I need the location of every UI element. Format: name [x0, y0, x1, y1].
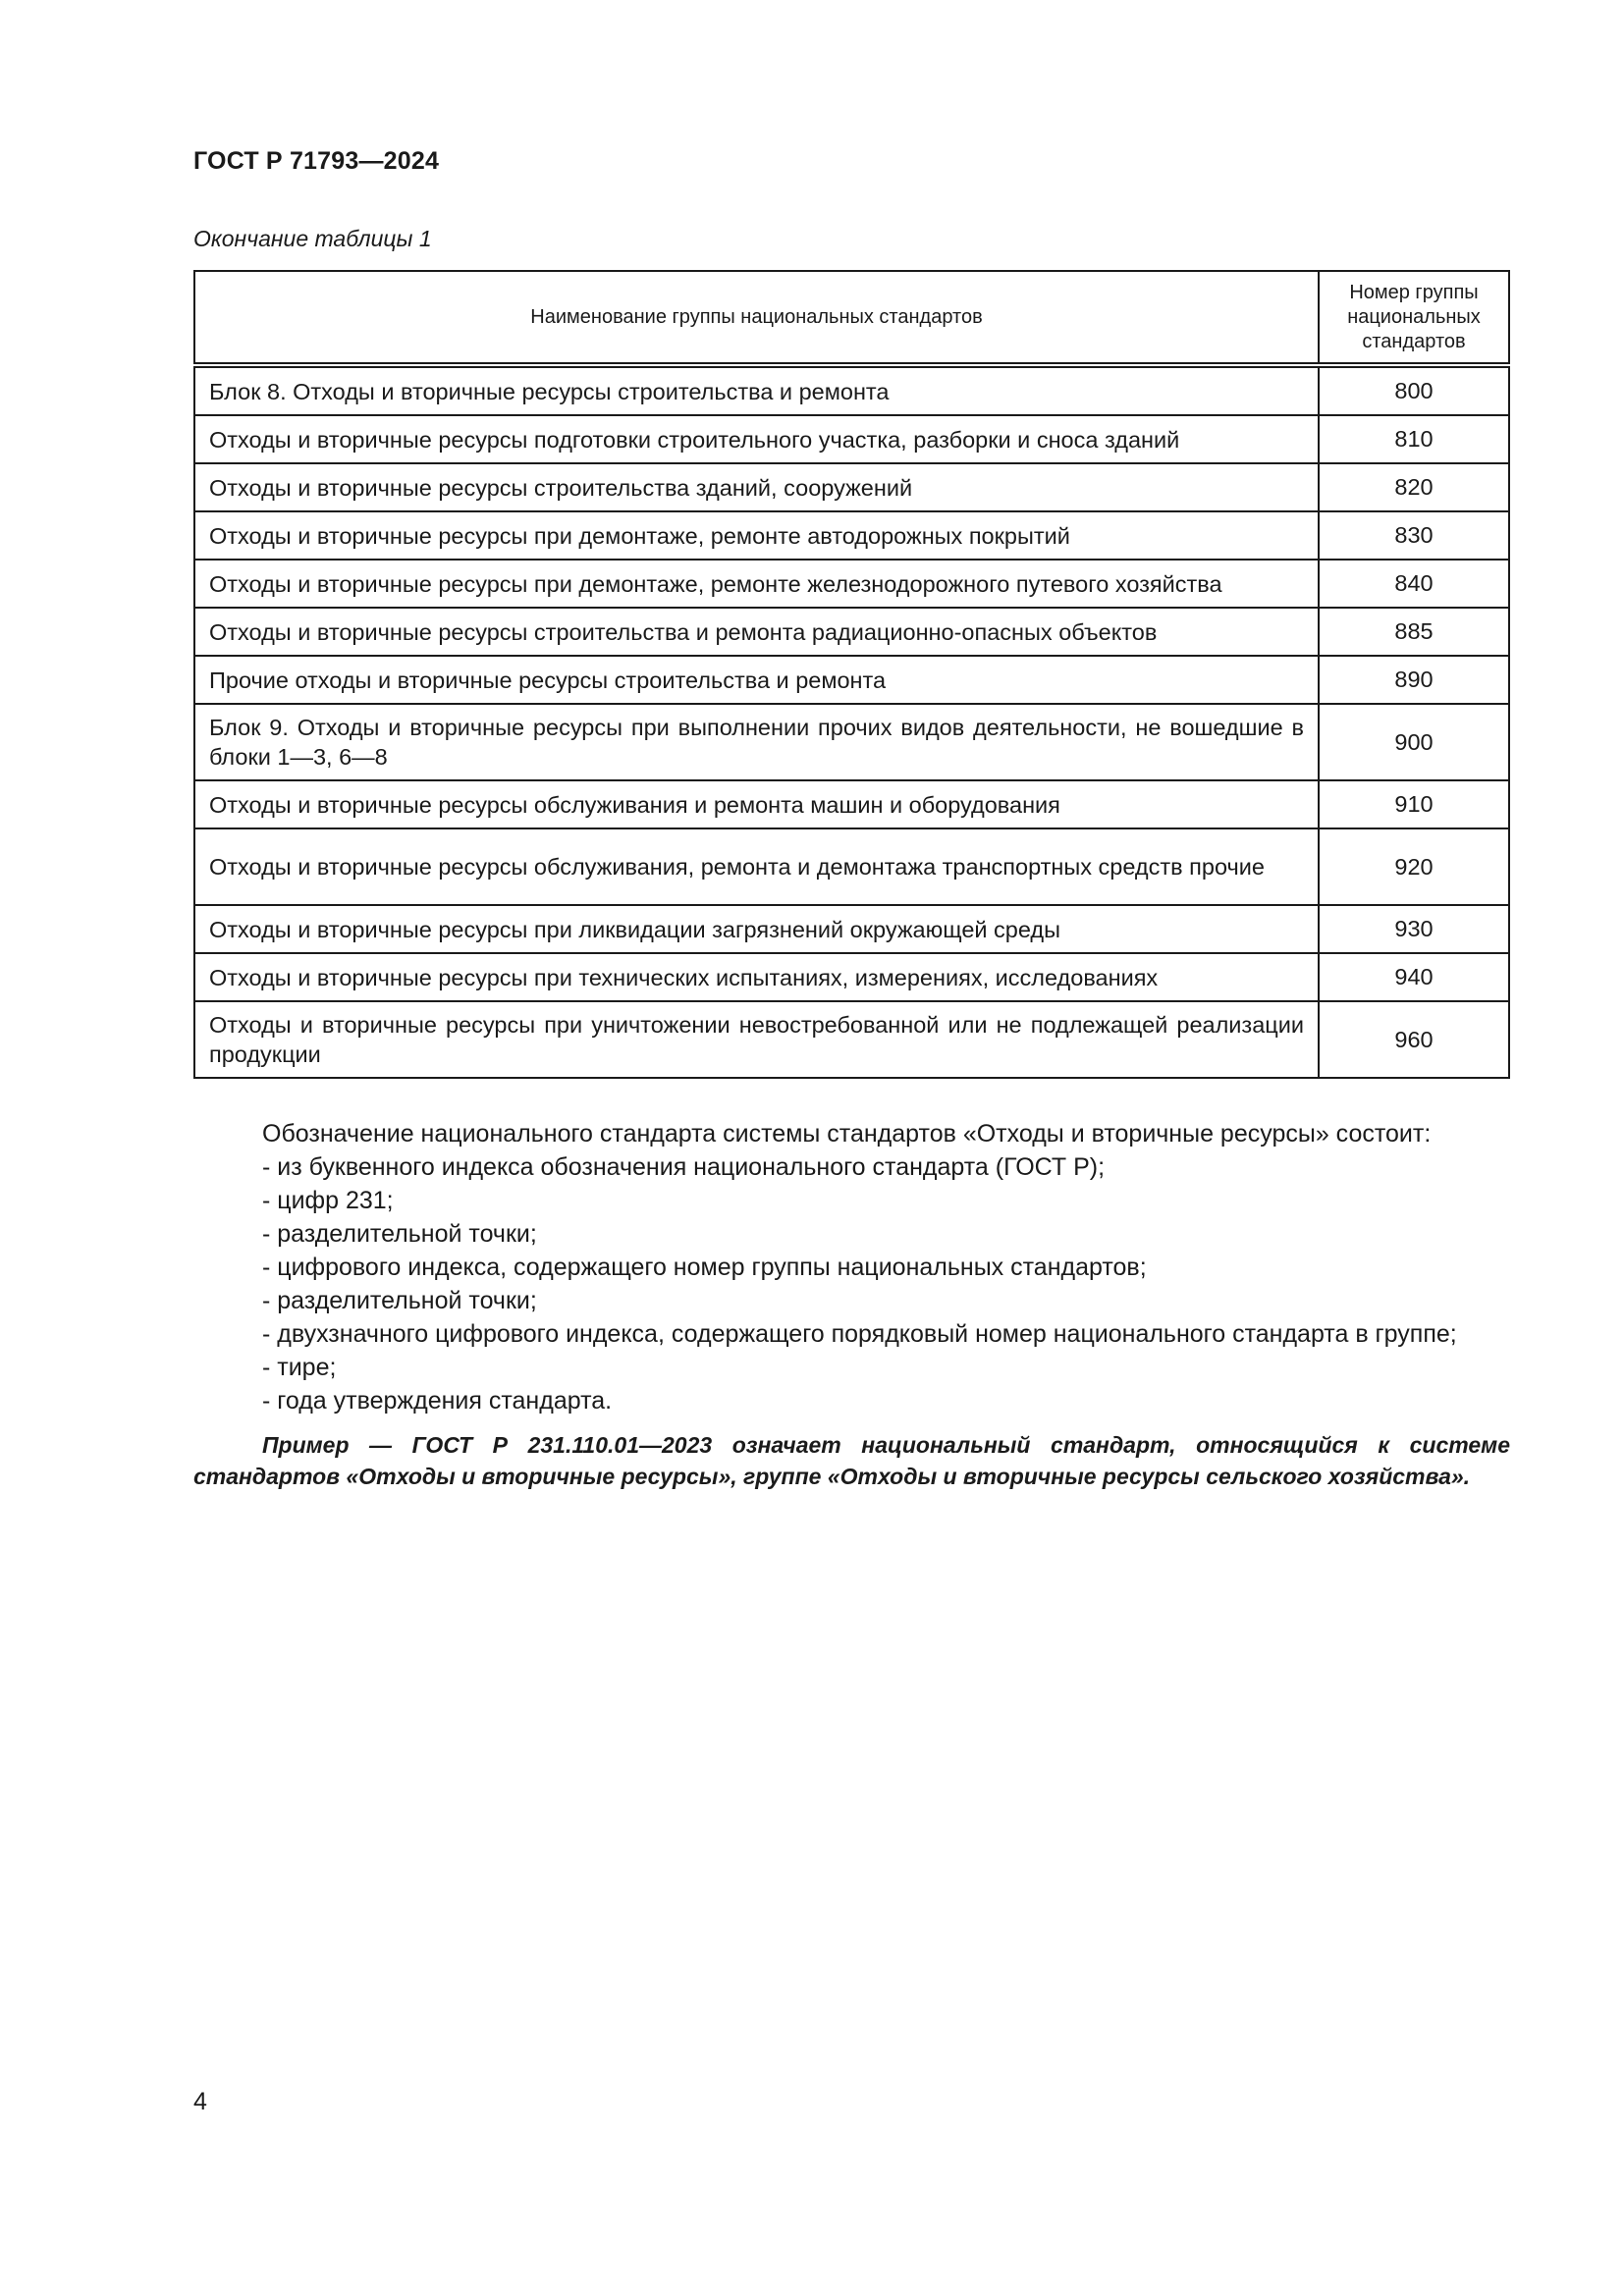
column-header-group-number: Номер группы национальных стандартов: [1319, 271, 1509, 365]
group-number-cell: 960: [1319, 1001, 1509, 1078]
body-text: [193, 1117, 1510, 1492]
table-caption: Окончание таблицы 1: [193, 226, 432, 251]
table-row: [194, 560, 1509, 608]
standards-groups-table: [193, 270, 1510, 1079]
group-number-cell: 885: [1319, 608, 1509, 656]
group-number-cell: 930: [1319, 905, 1509, 953]
group-name-cell: Отходы и вторичные ресурсы обслуживания, ремонта и демонтажа транспортных средств прочие: [194, 828, 1319, 905]
group-name-cell: Блок 8. Отходы и вторичные ресурсы строительства и ремонта: [194, 365, 1319, 415]
group-name-cell: Отходы и вторичные ресурсы подготовки строительного участка, разборки и сноса зданий: [194, 415, 1319, 463]
table-row: [194, 511, 1509, 560]
list-item: - года утверждения стандарта.: [262, 1387, 613, 1415]
page-number: 4: [193, 2088, 207, 2115]
table-row: [194, 905, 1509, 953]
table-row: [194, 828, 1509, 905]
list-item: - разделительной точки;: [262, 1287, 537, 1314]
designation-intro: Обозначение национального стандарта системы стандартов «Отходы и вторичные ресурсы» состоит:: [262, 1120, 1432, 1148]
group-number-cell: 920: [1319, 828, 1509, 905]
group-number-cell: 820: [1319, 463, 1509, 511]
table-row: [194, 656, 1509, 704]
group-number-cell: 830: [1319, 511, 1509, 560]
table-row: [194, 704, 1509, 780]
group-number-cell: 910: [1319, 780, 1509, 828]
group-name-cell: Отходы и вторичные ресурсы строительства и ремонта радиационно-опасных объектов: [194, 608, 1319, 656]
list-item: - двухзначного цифрового индекса, содержащего порядковый номер национального стандарта в группе;: [262, 1320, 1457, 1348]
table-row: [194, 1001, 1509, 1078]
document-code: ГОСТ Р 71793—2024: [193, 147, 440, 175]
table-row: [194, 780, 1509, 828]
list-item: - тире;: [262, 1354, 337, 1381]
table-row: [194, 953, 1509, 1001]
group-name-cell: Отходы и вторичные ресурсы строительства зданий, сооружений: [194, 463, 1319, 511]
group-name-cell: Отходы и вторичные ресурсы при демонтаже, ремонте железнодорожного путевого хозяйства: [194, 560, 1319, 608]
list-item: - цифр 231;: [262, 1187, 394, 1214]
table-row: [194, 608, 1509, 656]
table-row: [194, 365, 1509, 415]
group-number-cell: 940: [1319, 953, 1509, 1001]
group-name-cell: Отходы и вторичные ресурсы при уничтожении невостребованной или не подлежащей реализации продукции: [194, 1001, 1319, 1078]
table-row: [194, 463, 1509, 511]
group-name-cell: Прочие отходы и вторичные ресурсы строительства и ремонта: [194, 656, 1319, 704]
table-header-row: [194, 271, 1509, 365]
group-number-cell: 840: [1319, 560, 1509, 608]
example-note: Пример — ГОСТ Р 231.110.01—2023 означает национальный стандарт, относящийся к системе стандартов «Отходы и вторичные ресурсы», группе «Отходы и вторичные ресурсы сельского хозяйства».: [193, 1432, 1510, 1489]
column-header-group-name: Наименование группы национальных стандартов: [194, 271, 1319, 365]
list-item: - разделительной точки;: [262, 1220, 537, 1248]
list-item: - цифрового индекса, содержащего номер группы национальных стандартов;: [262, 1254, 1147, 1281]
group-name-cell: Отходы и вторичные ресурсы при демонтаже, ремонте автодорожных покрытий: [194, 511, 1319, 560]
table-row: [194, 415, 1509, 463]
group-number-cell: 890: [1319, 656, 1509, 704]
group-name-cell: Блок 9. Отходы и вторичные ресурсы при выполнении прочих видов деятельности, не вошедшие в блоки 1—3, 6—8: [194, 704, 1319, 780]
group-name-cell: Отходы и вторичные ресурсы обслуживания и ремонта машин и оборудования: [194, 780, 1319, 828]
list-item: - из буквенного индекса обозначения национального стандарта (ГОСТ Р);: [262, 1153, 1106, 1181]
group-number-cell: 800: [1319, 365, 1509, 415]
group-number-cell: 900: [1319, 704, 1509, 780]
group-number-cell: 810: [1319, 415, 1509, 463]
group-name-cell: Отходы и вторичные ресурсы при технических испытаниях, измерениях, исследованиях: [194, 953, 1319, 1001]
group-name-cell: Отходы и вторичные ресурсы при ликвидации загрязнений окружающей среды: [194, 905, 1319, 953]
